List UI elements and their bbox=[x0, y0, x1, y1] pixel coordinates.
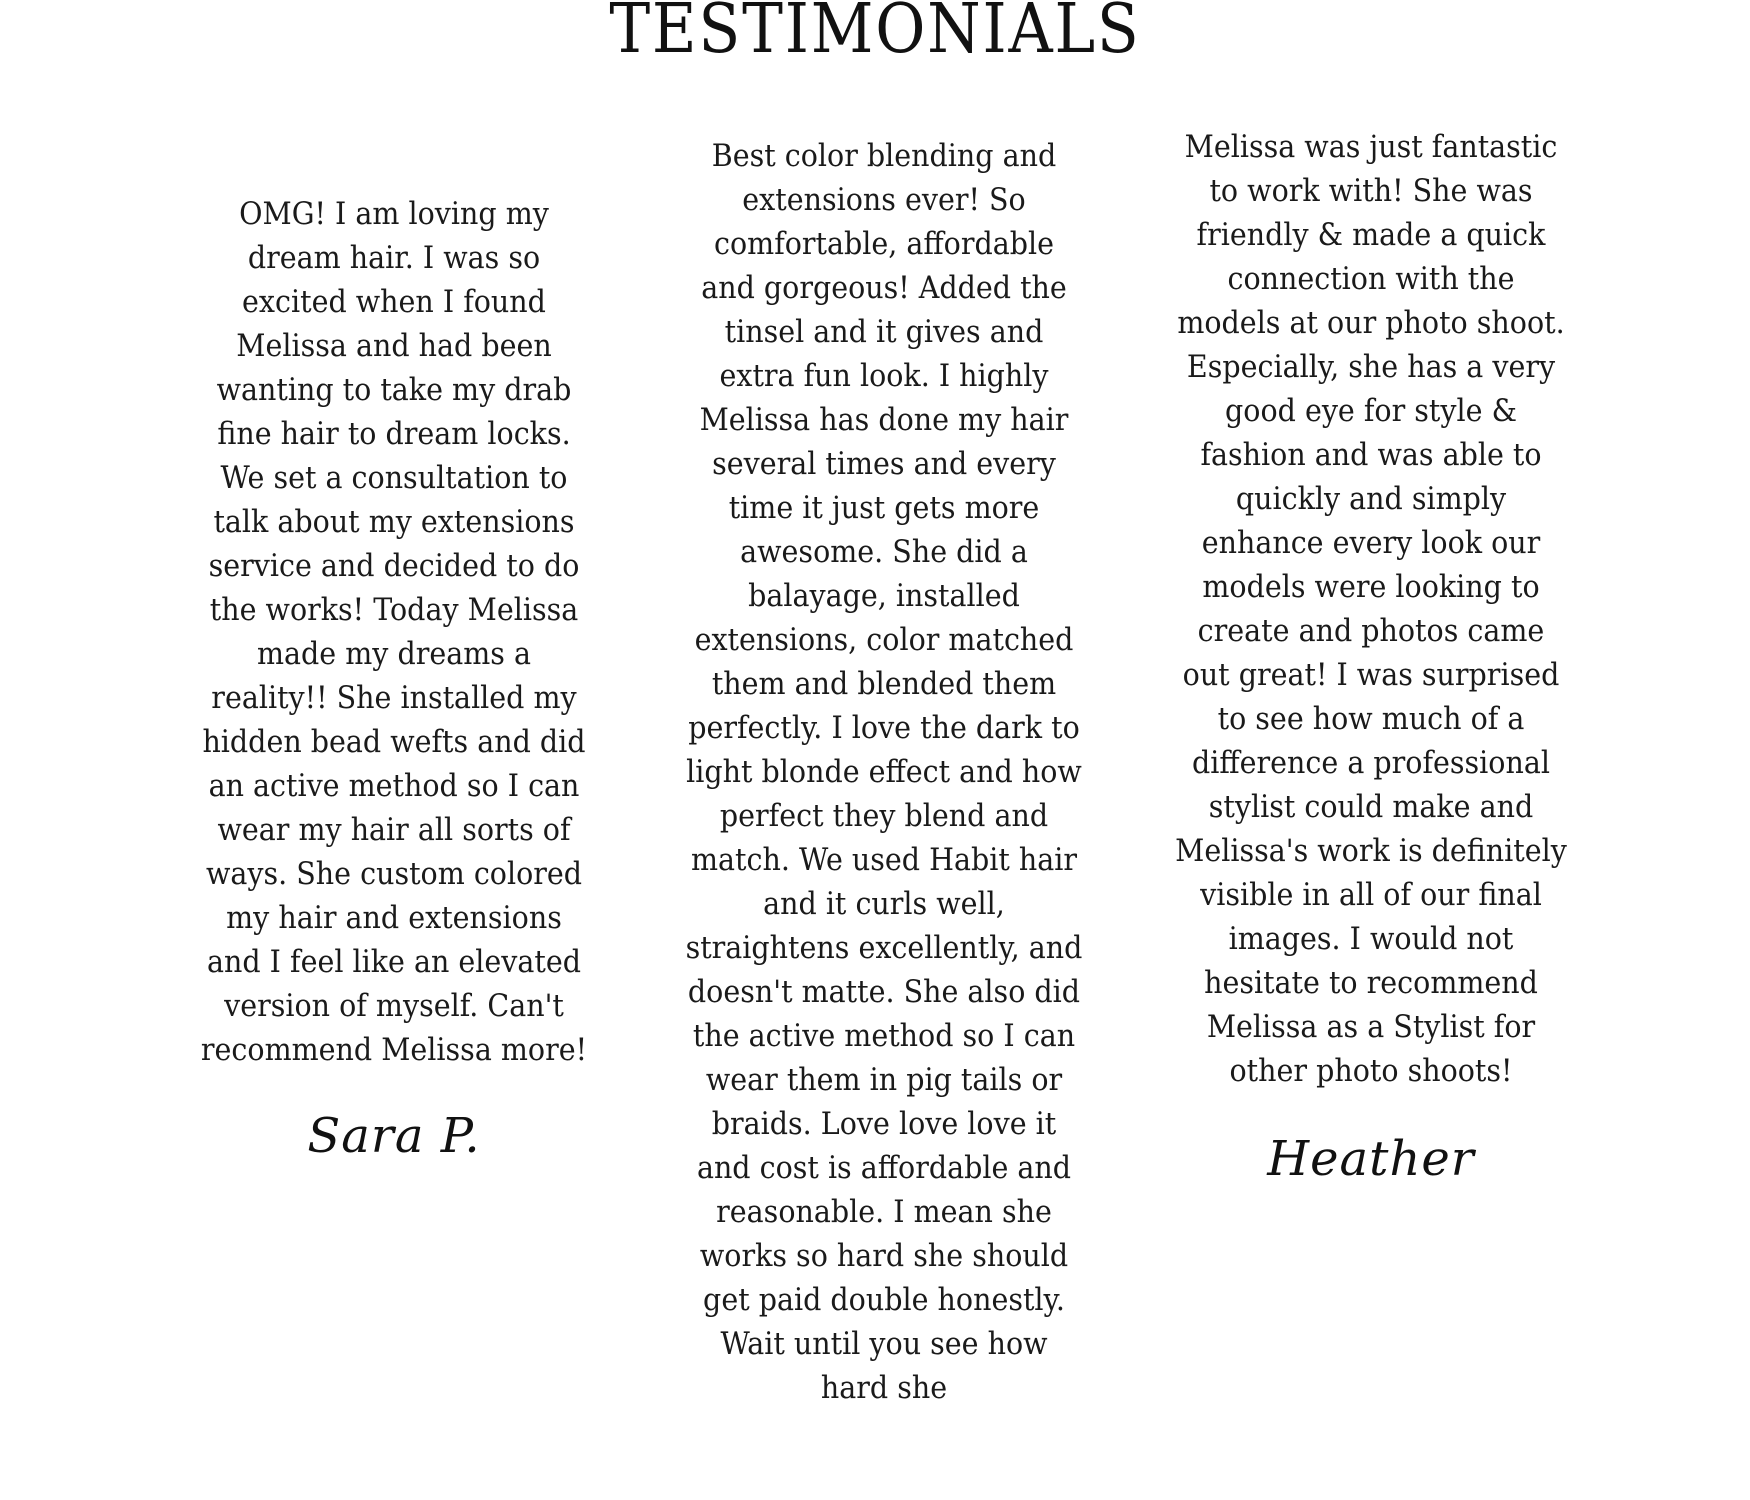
testimonial-card bbox=[178, 192, 610, 1164]
testimonial-card bbox=[668, 134, 1100, 1410]
testimonial-quote: OMG! I am loving my dream hair. I was so excited when I found Melissa and had been wanting to take my drab fine hair to dream locks. We set a consultation to talk about my extensions service and decided to do the works! Today Melissa made my dreams a reality!! She installed my hidden bead wefts and did an active method so I can wear my hair all sorts of ways. She custom colored my hair and extensions and I feel like an elevated version of myself. Can't recommend Melissa more! bbox=[200, 196, 588, 1068]
testimonial-author-signature: Heather bbox=[1267, 1131, 1475, 1187]
page-title: TESTIMONIALS bbox=[609, 0, 1141, 69]
testimonial-quote: Best color blending and extensions ever! So comfortable, affordable and gorgeous! Added the tinsel and it gives and extra fun look. I highly Melissa has done my hair several times and every time it just gets more awesome. She did a balayage, installed extensions, color matched them and blended them perfectly. I love the dark to light blonde effect and how perfect they blend and match. We used Habit hair and it curls well, straightens excellently, and doesn't matte. She also did the active method so I can wear them in pig tails or braids. Love love love it and cost is affordable and reasonable. I mean she works so hard she should get paid double honestly. Wait until you see how hard she bbox=[685, 138, 1083, 1406]
testimonial-card bbox=[1155, 125, 1587, 1187]
testimonial-author-signature: Sara P. bbox=[307, 1108, 481, 1164]
testimonial-quote: Melissa was just fantastic to work with! She was friendly & made a quick connection with the models at our photo shoot. Especially, she has a very good eye for style & fashion and was able to quickly and simply enhance every look our models were looking to create and photos came out great! I was surprised to see how much of a difference a professional stylist could make and Melissa's work is definitely visible in all of our final images. I would not hesitate to recommend Melissa as a Stylist for other photo shoots! bbox=[1175, 129, 1567, 1089]
